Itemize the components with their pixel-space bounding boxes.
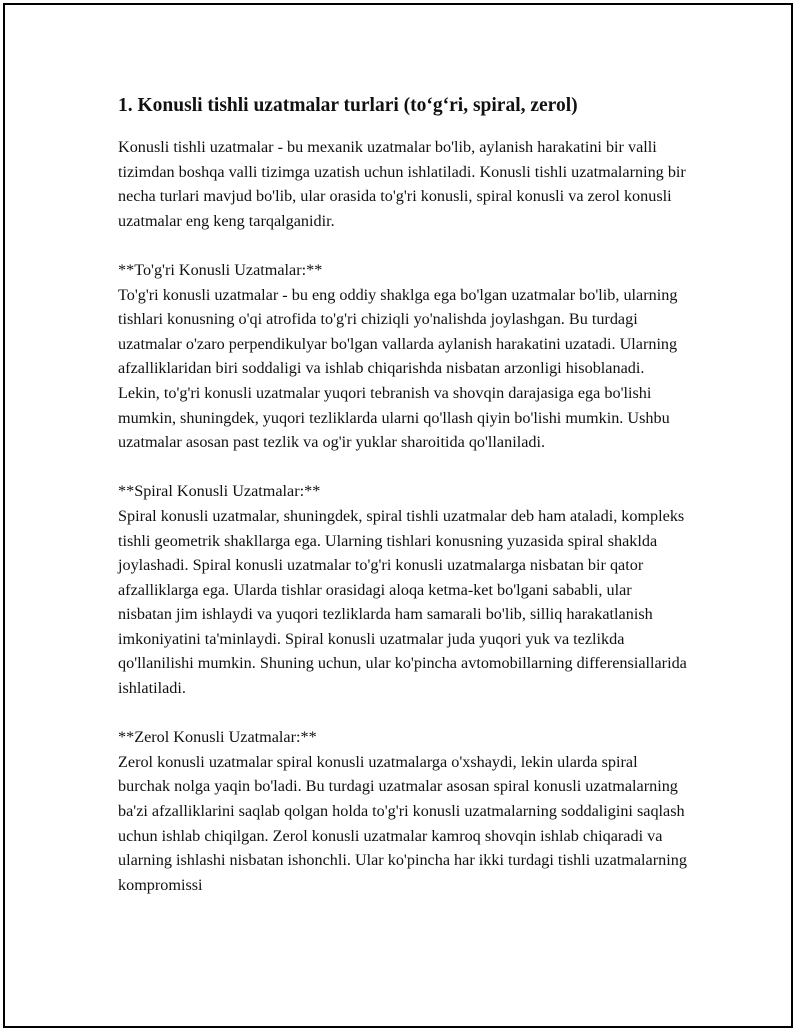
section-text-straight: To'g'ri konusli uzatmalar - bu eng oddiy shaklga ega bo'lgan uzatmalar bo'lib, ularning tishlari konusning o'qi atrofida to'g'ri chiziqli yo'nalishda joylashgan. Bu turdagi uzatmalar o'zaro perpendikulyar bo'lgan vallarda aylanish harakatini uzatadi. Ularning afzalliklaridan biri soddaligi va ishlab chiqarishda nisbatan arzonligi hisoblanadi. Lekin, to'g'ri konusli uzatmalar yuqori tebranish va shovqin darajasiga ega bo'lishi mumkin, shuningdek, yuqori tezliklarda ularni qo'llash qiyin bo'lishi mumkin. Ushbu uzatmalar asosan past tezlik va og'ir yuklar sharoitida qo'llaniladi. (118, 285, 678, 452)
section-heading-zerol: **Zerol Konusli Uzatmalar:** (118, 728, 317, 747)
section-title: 1. Konusli tishli uzatmalar turlari (to‘g‘ri, spiral, zerol) (118, 95, 578, 116)
section-text-zerol: Zerol konusli uzatmalar spiral konusli uzatmalarga o'xshaydi, lekin ularda spiral burchak nolga yaqin bo'ladi. Bu turdagi uzatmalar asosan spiral konusli uzatmalarning ba'zi afzalliklarini saqlab qolgan holda to'g'ri konusli uzatmalarning soddaligini saqlash uchun ishlab chiqilgan. Zerol konusli uzatmalar kamroq shovqin ishlab chiqaradi va ularning ishlashi nisbatan ishonchli. Ular ko'pincha har ikki turdagi tishli uzatmalarning kompromissi (118, 752, 687, 894)
section-heading-spiral: **Spiral Konusli Uzatmalar:** (118, 482, 321, 501)
intro-paragraph: Konusli tishli uzatmalar - bu mexanik uzatmalar bo'lib, aylanish harakatini bir valli tizimdan boshqa valli tizimga uzatish uchun ishlatiladi. Konusli tishli uzatmalarning bir necha turlari mavjud bo'lib, ular orasida to'g'ri konusli, spiral konusli va zerol konusli uzatmalar eng keng tarqalganidir. (118, 138, 686, 230)
section-zerol-bevel (118, 725, 688, 897)
document-body (118, 92, 688, 922)
section-spiral-bevel (118, 479, 688, 700)
section-heading-straight: **To'g'ri Konusli Uzatmalar:** (118, 260, 323, 279)
section-straight-bevel (118, 258, 688, 455)
section-text-spiral: Spiral konusli uzatmalar, shuningdek, spiral tishli uzatmalar deb ham ataladi, kompleks tishli geometrik shakllarga ega. Ularning tishlari konusning yuzasida spiral shaklda joylashadi. Spiral konusli uzatmalar to'g'ri konusli uzatmalarga nisbatan bir qator afzalliklarga ega. Ularda tishlar orasidagi aloqa ketma-ket bo'lgani sababli, ular nisbatan jim ishlaydi va yuqori tezliklarda ham samarali bo'lib, silliq harakatlanish imkoniyatini ta'minlaydi. Spiral konusli uzatmalar juda yuqori yuk va tezlikda qo'llanilishi mumkin. Shuning uchun, ular ko'pincha avtomobillarning differensiallarida ishlatiladi. (118, 506, 687, 698)
